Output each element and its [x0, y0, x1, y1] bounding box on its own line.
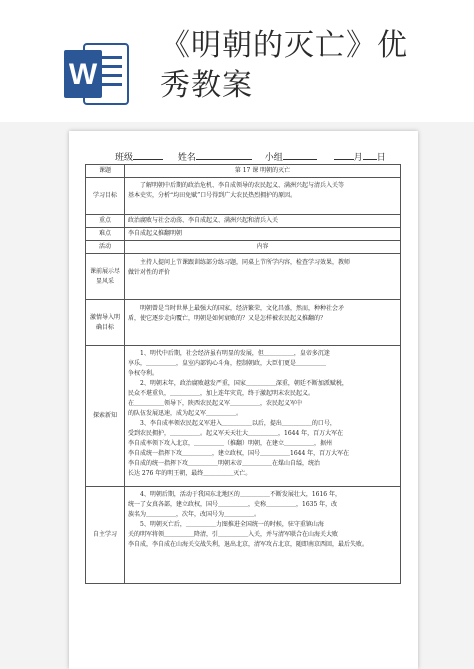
- explore-line: 李自成统一指挥下攻＿＿＿＿＿，建立政权，国号＿＿＿＿＿1644 年，百万大军在: [128, 450, 350, 457]
- class-blank: [133, 150, 163, 160]
- explore-line: 李自成率领下攻入北京，＿＿＿＿＿（推翻）明朝，在建立＿＿＿＿＿，据州: [128, 440, 333, 447]
- explore-line: 民众不堪重负，＿＿＿＿＿，加上连年灾荒，终于激起明末农民起义。: [128, 390, 315, 397]
- document-header: [115, 150, 386, 163]
- group-label: 小组: [264, 153, 283, 163]
- svg-text:W: W: [68, 58, 98, 91]
- explore-line: 长达 276 年的明王朝，最终＿＿＿＿＿灭亡。: [128, 470, 252, 477]
- intro-line: 盾，使它逐步走向覆亡，明朝是如何衰败的？又是怎样被农民起义推翻的？: [128, 315, 327, 322]
- preview-line: 做针对性的评价: [128, 269, 171, 276]
- difficult-row: [86, 228, 401, 241]
- day-blank: [363, 150, 377, 160]
- explore-line: 争权夺利。: [128, 370, 159, 377]
- explore-line: 享乐，＿＿＿＿＿，皇室内部钩心斗角，控制朝政，大臣们更是＿＿＿＿＿: [128, 360, 327, 367]
- day-label: 日: [376, 153, 386, 163]
- intro-label: 激情导入明确目标: [86, 300, 125, 346]
- word-icon: [62, 38, 132, 110]
- explore-line: 在＿＿＿＿＿领导下，陕西农民起义军＿＿＿＿＿，农民起义军中: [128, 400, 303, 407]
- name-blank: [196, 150, 252, 160]
- explore-line: 的队伍发展迅速，成为起义军＿＿＿＿＿。: [128, 410, 243, 417]
- key-row: [86, 215, 401, 228]
- self-study-label: 自主学习: [86, 487, 125, 584]
- self-study-line: 李自成，李自成在山海关交战失利，退出北京，清军攻占北京，随即南京西回，最后失败。: [128, 541, 369, 548]
- key-content: 政治腐败与社会动荡、李自成起义、满洲兴起和清兵入关: [125, 215, 401, 228]
- document-page: [69, 131, 418, 669]
- name-label: 姓名: [177, 153, 196, 163]
- explore-line: 2、明朝末年，政治腐败越发严重，国家＿＿＿＿＿深重，朝廷不断加派赋税，: [140, 380, 348, 387]
- self-study-line: 5、明朝灭亡后，＿＿＿＿＿力图推进全国统一的时候，驻守重镇山海: [140, 521, 324, 528]
- self-study-line: 关的明军将领＿＿＿＿＿降清，引＿＿＿＿＿入关，并与清军联合在山海关大败: [128, 531, 339, 538]
- intro-line: 明朝曾是当时世界上最强大的国家，经济繁荣，文化昌盛，然而，种种社会矛: [140, 305, 345, 312]
- topic-label: 课题: [86, 165, 125, 178]
- self-study-line: 统一了女真各部，建立政权，国号＿＿＿＿＿，史称＿＿＿＿＿，1635 年，改: [128, 501, 338, 508]
- intro-row: [86, 300, 401, 346]
- preview-row: [86, 254, 401, 300]
- group-blank: [283, 150, 317, 160]
- activity-label: 活动: [86, 241, 125, 254]
- activity-row: [86, 241, 401, 254]
- self-study-row: [86, 487, 401, 584]
- explore-line: 受到农民拥护，＿＿＿＿＿。起义军天天壮大＿＿＿＿＿，1644 年，百万大军在: [128, 430, 344, 437]
- difficult-content: 李自成起义推翻明朝: [125, 228, 401, 241]
- page-title: [160, 26, 408, 106]
- self-study-line: 4、明朝后期，活动于我国东北地区的＿＿＿＿＿不断发展壮大，1616 年，: [140, 491, 341, 498]
- goals-line: 基本史实，分析“均田免赋”口号得到广大农民热烈拥护的原因。: [128, 192, 297, 199]
- lesson-table: [85, 164, 401, 584]
- explore-line: 李自成的统一指挥下攻＿＿＿＿＿明朝末帝＿＿＿＿＿在煤山自缢，统治: [128, 460, 321, 467]
- activity-content: 内容: [125, 241, 401, 254]
- self-study-line: 族名为＿＿＿＿＿，次年，改国号为＿＿＿＿＿。: [128, 511, 261, 518]
- title-line-1: 《明朝的灭亡》优: [160, 28, 408, 63]
- goals-row: [86, 178, 401, 215]
- goals-line: 了解明朝中后期的政治危机、李自成领导的农民起义、满洲兴起与清兵入关等: [140, 182, 345, 189]
- explore-line: 1、明代中后期，社会经济虽有明显的发展，但＿＿＿＿＿，皇帝多沉迷: [140, 350, 330, 357]
- explore-label: 探索新知: [86, 346, 125, 487]
- class-label: 班级: [115, 153, 134, 163]
- preview-line: 主持人提问上节课跟训练部分练习题，同桌上节所学内容，检查学习效果，教师: [140, 259, 351, 266]
- month-label: 月: [353, 153, 363, 163]
- difficult-label: 难点: [86, 228, 125, 241]
- month-blank: [334, 150, 354, 160]
- explore-line: 3、李自成率领农民起义军进入＿＿＿＿＿以后，提出＿＿＿＿＿的口号，: [140, 420, 336, 427]
- key-label: 重点: [86, 215, 125, 228]
- preview-label: 课前展示尽显风采: [86, 254, 125, 300]
- title-line-2: 秀教案: [160, 68, 253, 103]
- title-banner: [0, 0, 474, 122]
- topic-row: [86, 165, 401, 178]
- topic-content: 第 17 课 明朝的灭亡: [125, 165, 401, 178]
- explore-row: [86, 346, 401, 487]
- goals-label: 学习目标: [86, 178, 125, 215]
